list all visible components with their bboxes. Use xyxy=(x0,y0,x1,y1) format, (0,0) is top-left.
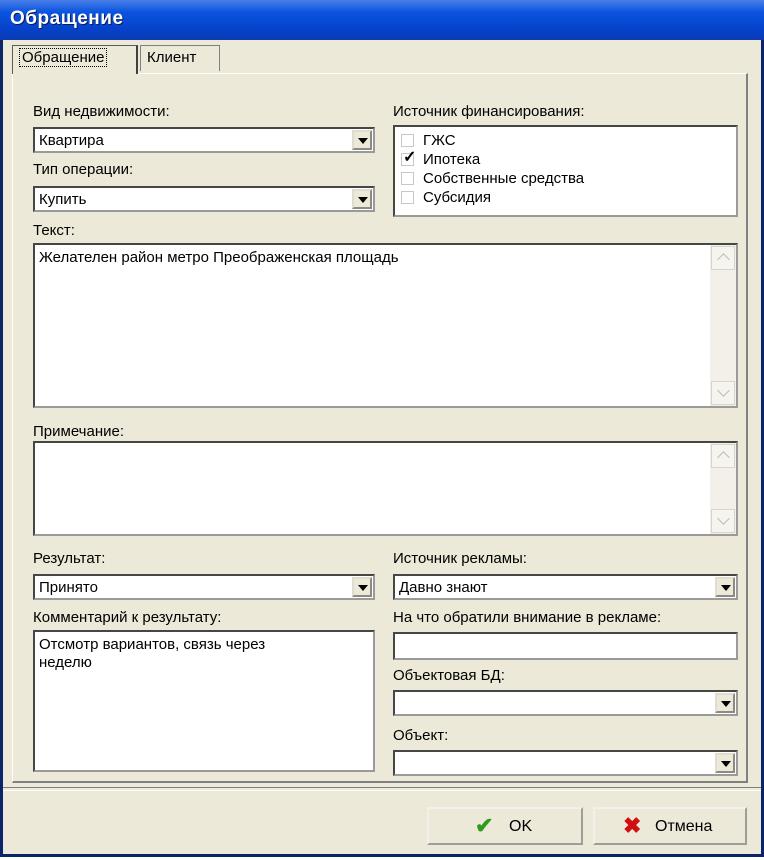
dropdown-button[interactable] xyxy=(352,189,372,209)
dropdown-button[interactable] xyxy=(352,130,372,150)
chevron-down-icon xyxy=(717,512,730,525)
financing-option-label: Ипотека xyxy=(423,151,481,168)
note-memo[interactable] xyxy=(33,441,738,536)
financing-label: Источник финансирования: xyxy=(393,103,585,120)
result-comment-value: Отсмотр вариантов, связь через неделю xyxy=(39,636,266,671)
text-label: Текст: xyxy=(33,222,75,239)
ad-attention-input[interactable] xyxy=(393,632,738,660)
ad-source-value: Давно знают xyxy=(399,579,488,596)
ad-source-select[interactable] xyxy=(393,574,738,600)
property-type-label: Вид недвижимости: xyxy=(33,103,170,120)
chevron-down-icon xyxy=(358,197,368,203)
tab-label: Обращение xyxy=(19,48,107,67)
property-type-select[interactable] xyxy=(33,127,375,153)
chevron-down-icon xyxy=(358,585,368,591)
financing-option-label: Субсидия xyxy=(423,189,492,206)
title-bar[interactable] xyxy=(0,0,764,40)
checkbox[interactable] xyxy=(401,134,414,147)
chevron-down-icon xyxy=(717,384,730,397)
cross-icon: ✖ xyxy=(623,813,642,838)
ad-attention-label: На что обратили внимание в рекламе: xyxy=(393,609,662,626)
checkbox[interactable] xyxy=(401,172,414,185)
operation-type-select[interactable] xyxy=(33,186,375,212)
object-label: Объект: xyxy=(393,727,449,744)
operation-type-label: Тип операции: xyxy=(33,161,134,178)
scroll-down-button[interactable] xyxy=(711,509,735,533)
object-select[interactable] xyxy=(393,750,738,776)
result-comment-memo[interactable] xyxy=(33,630,375,772)
result-label: Результат: xyxy=(33,550,106,567)
text-memo-value: Желателен район метро Преображенская площадь xyxy=(39,249,399,266)
note-label: Примечание: xyxy=(33,423,124,440)
scroll-up-button[interactable] xyxy=(711,444,735,468)
check-icon: ✔ xyxy=(475,813,494,838)
ok-button-label: OK xyxy=(509,818,533,835)
result-value: Принято xyxy=(39,579,98,596)
ok-button[interactable] xyxy=(427,807,583,845)
text-memo[interactable] xyxy=(33,243,738,408)
chevron-up-icon xyxy=(717,253,730,266)
ad-source-label: Источник рекламы: xyxy=(393,550,527,567)
tab-label: Клиент xyxy=(147,49,197,66)
property-type-value: Квартира xyxy=(39,132,104,149)
tab-client[interactable] xyxy=(140,45,220,71)
operation-type-value: Купить xyxy=(39,191,87,208)
object-db-label: Объектовая БД: xyxy=(393,667,505,684)
checkbox[interactable] xyxy=(401,191,414,204)
button-bar-divider xyxy=(3,787,761,791)
cancel-button[interactable] xyxy=(593,807,747,845)
result-select[interactable] xyxy=(33,574,375,600)
financing-option-label: ГЖС xyxy=(423,132,456,149)
object-db-select[interactable] xyxy=(393,690,738,716)
cancel-button-label: Отмена xyxy=(655,818,713,835)
chevron-down-icon xyxy=(358,138,368,144)
dropdown-button[interactable] xyxy=(715,693,735,713)
vertical-scrollbar[interactable] xyxy=(710,443,736,534)
financing-option-label: Собственные средства xyxy=(423,170,585,187)
chevron-down-icon xyxy=(721,585,731,591)
chevron-down-icon xyxy=(721,701,731,707)
result-comment-label: Комментарий к результату: xyxy=(33,609,222,626)
dropdown-button[interactable] xyxy=(352,577,372,597)
vertical-scrollbar[interactable] xyxy=(710,245,736,406)
tab-obrashchenie[interactable] xyxy=(12,45,138,74)
window-title: Обращение xyxy=(10,8,124,29)
checkbox-checked[interactable] xyxy=(401,149,417,166)
dropdown-button[interactable] xyxy=(715,577,735,597)
financing-checklist xyxy=(393,125,738,217)
scroll-down-button[interactable] xyxy=(711,381,735,405)
chevron-down-icon xyxy=(721,761,731,767)
dropdown-button[interactable] xyxy=(715,753,735,773)
check-icon: ✓ xyxy=(403,149,417,166)
chevron-up-icon xyxy=(717,451,730,464)
scroll-up-button[interactable] xyxy=(711,246,735,270)
